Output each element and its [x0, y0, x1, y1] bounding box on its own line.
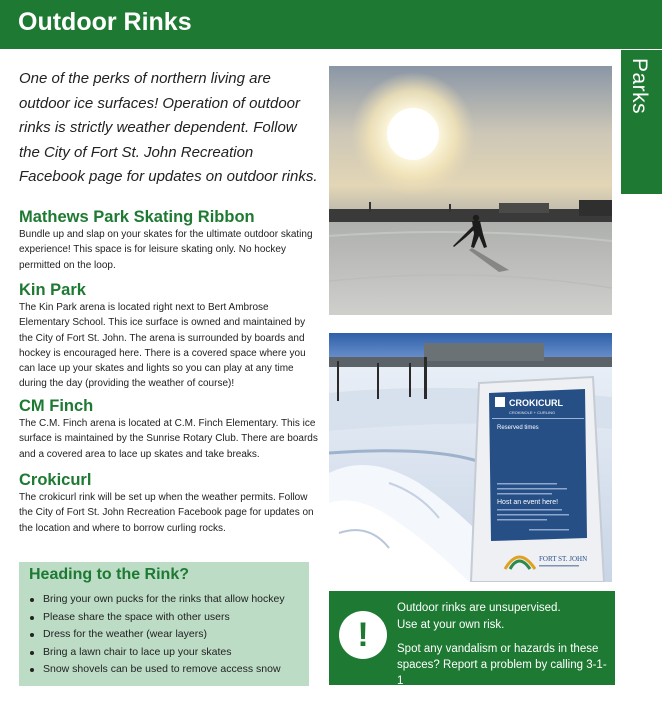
- section-cm-finch: [19, 396, 319, 462]
- intro-paragraph: One of the perks of northern living are outdoor ice surfaces! Operation of outdoor rinks is strictly weather dependent. Follow the City of Fort St. John Recreation Facebook page for updates on outdoor rinks.: [19, 70, 318, 185]
- section-body: Bundle up and slap on your skates for the ultimate outdoor skating experience! This space is for leisure skating only. No hockey permitted on the loop.: [19, 229, 313, 271]
- tips-title: Heading to the Rink?: [29, 566, 189, 583]
- section-title: CM Finch: [19, 397, 94, 415]
- section-kin-park: [19, 280, 319, 392]
- section-crokicurl: [19, 470, 319, 536]
- sign-title: CROKICURL: [509, 398, 563, 408]
- safety-alert-box: [329, 591, 615, 685]
- sign-reserved: Reserved times: [497, 425, 539, 431]
- section-body: The C.M. Finch arena is located at C.M. Finch Elementary. This ice surface is maintained by the Sunrise Rotary Club. There are boards and a covered area to lace up skates and take breaks.: [19, 418, 318, 460]
- alert-line-3: Spot any vandalism or hazards in these spaces? Report a problem by calling 3-1-1: [397, 643, 607, 687]
- alert-line-2: Use at your own risk.: [397, 619, 505, 631]
- section-title: Kin Park: [19, 281, 86, 299]
- section-tab-label: Parks: [628, 58, 651, 115]
- exclamation-icon: !: [339, 611, 387, 659]
- photo-skating-ribbon: [329, 66, 612, 315]
- sign-logo: FORT ST. JOHN: [539, 555, 588, 563]
- section-body: The crokicurl rink will be set up when the weather permits. Follow the City of Fort St. John Recreation Facebook page for updates on the location and where to borrow curling rocks.: [19, 492, 314, 534]
- photo-crokicurl-sign: [329, 333, 612, 582]
- section-title: Crokicurl: [19, 471, 92, 489]
- section-tab-parks: [621, 50, 662, 194]
- list-item: Please share the space with other users: [27, 609, 285, 627]
- list-item: Snow shovels can be used to remove access snow: [27, 661, 285, 679]
- page-header: [0, 0, 662, 49]
- sign-subtitle: CROKINOLE + CURLING: [509, 410, 556, 415]
- sign-event: Host an event here!: [497, 499, 559, 506]
- page-title: Outdoor Rinks: [18, 8, 192, 36]
- section-body: The Kin Park arena is located right next to Bert Ambrose Elementary School. This ice surface is owned and maintained by the City of Fort St. John. The arena is surrounded by boards and hockey is encouraged here. There is a covered space where you can lace up your skates and lights so you can play at any time during the day (providing the weather of course)!: [19, 302, 306, 390]
- tips-list: [27, 591, 285, 679]
- section-mathews-park: [19, 207, 319, 273]
- alert-line-1: Outdoor rinks are unsupervised.: [397, 602, 561, 614]
- tips-box: [19, 562, 309, 686]
- list-item: Bring your own pucks for the rinks that allow hockey: [27, 591, 285, 609]
- list-item: Bring a lawn chair to lace up your skates: [27, 644, 285, 662]
- section-title: Mathews Park Skating Ribbon: [19, 208, 255, 226]
- list-item: Dress for the weather (wear layers): [27, 626, 285, 644]
